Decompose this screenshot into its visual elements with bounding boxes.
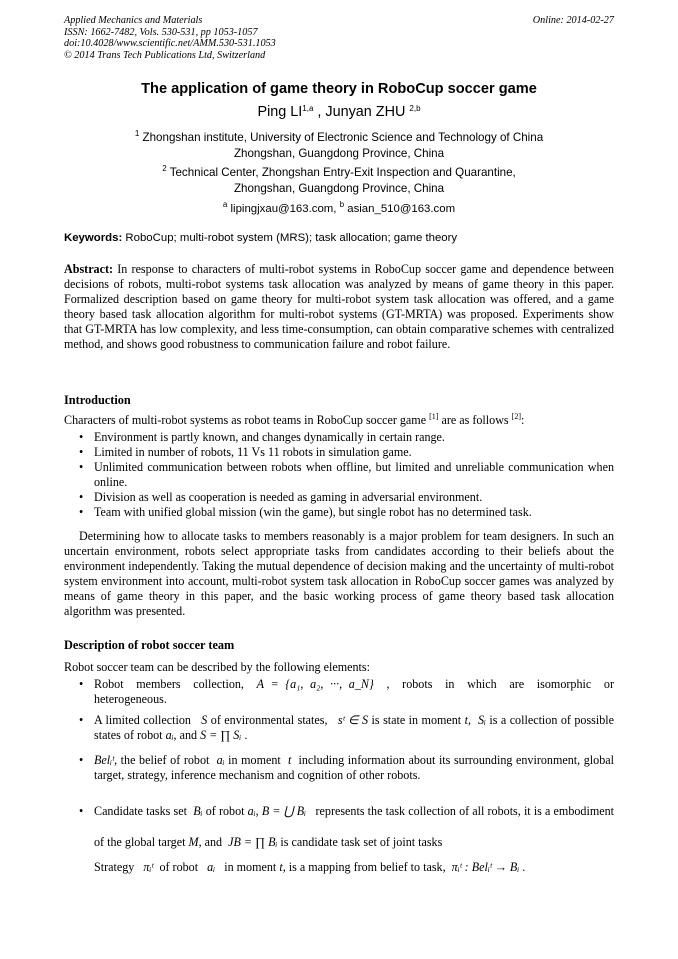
bullet-text: Team with unified global mission (win the game), but single robot has no determined task. (94, 505, 532, 520)
b5-text-b: of robot (159, 859, 199, 874)
intro-lead-a: Characters of multi-robot systems as robot teams in RoboCup soccer game (64, 413, 427, 427)
affiliation-2-sup: 2 (162, 164, 167, 173)
b4-formula2: JB = ∏ Bᵢ (228, 834, 278, 849)
b3-t: t (287, 753, 292, 768)
author-line (40, 104, 638, 120)
b5-formula: πᵢᵗ : Belᵢᵗ → Bᵢ (451, 859, 520, 874)
list-item (64, 490, 614, 505)
bullet-icon: • (79, 490, 84, 505)
b3-text-a: , the belief of robot (114, 753, 210, 768)
b1-formula: A = {a₁, a₂, ···, a_N} (256, 677, 374, 691)
b2-formula2: S = ∏ Sᵢ (200, 728, 242, 743)
b4-formula1: , B = ⋃ Bᵢ (255, 803, 307, 818)
citation-2[interactable]: [2] (511, 412, 521, 421)
journal-header (64, 15, 276, 61)
list-item (64, 505, 614, 520)
b5-text-a: Strategy (94, 859, 135, 874)
b3-bel: Belᵢᵗ (94, 753, 115, 768)
keywords (64, 232, 614, 244)
list-item (64, 677, 614, 707)
doi-line: doi:10.4028/www.scientific.net/AMM.530-531.1053 (64, 38, 276, 49)
b5-pi: πᵢᵗ (143, 859, 154, 874)
b5-text-d: , is a mapping from belief to task, (282, 859, 446, 874)
abstract-label: Abstract: (64, 262, 114, 276)
introduction-heading: Introduction (64, 393, 131, 407)
bullet-text: Division as well as cooperation is needed as gaming in adversarial environment. (94, 490, 483, 505)
bullet-text: Limited in number of robots, 11 Vs 11 robots in simulation game. (94, 445, 412, 460)
author-2: Junyan ZHU (325, 104, 406, 120)
journal-name: Applied Mechanics and Materials (64, 15, 203, 26)
b2-text-f: , and (173, 728, 198, 743)
b2-text-e: is a collection of possible states of robot (94, 713, 614, 743)
b4-text-e: is candidate task set of joint tasks (280, 834, 443, 849)
affiliation-1-sup: 1 (134, 129, 140, 138)
paper-title: The application of game theory in RoboCup soccer game (141, 81, 537, 97)
copyright-line: © 2014 Trans Tech Publications Ltd, Switzerland (64, 49, 266, 61)
online-date: Online: 2014-02-27 (532, 15, 614, 26)
b4-text-a: Candidate tasks set (94, 803, 187, 818)
b2-text-c: is state in moment (371, 713, 462, 728)
bullet-icon: • (79, 677, 84, 691)
b2-text-a: A limited collection (94, 713, 191, 728)
b1-text-a: Robot members collection, (94, 677, 244, 691)
bullet-icon: • (79, 713, 84, 728)
intro-lead-c: : (521, 413, 525, 427)
affiliation-2-line2: Zhongshan, Guangdong Province, China (233, 182, 445, 196)
b4-Bi: Bᵢ (193, 803, 203, 818)
affiliation-2 (60, 165, 618, 196)
bullet-icon: • (79, 753, 84, 768)
bullet-icon: • (79, 445, 84, 460)
b3-text-b: in moment (228, 753, 281, 768)
b1-text-b: , robots in which are isomorphic or heterogeneous. (94, 677, 614, 707)
b2-text-d: , (468, 713, 472, 728)
list-item (64, 430, 614, 445)
keywords-label: Keywords: (64, 232, 123, 244)
b5-text-c: in moment (224, 859, 277, 874)
b4-text-b: of robot (205, 803, 245, 818)
b3-ai: aᵢ (216, 753, 225, 768)
affiliation-1-line1: Zhongshan institute, University of Electronic Science and Technology of China (142, 131, 544, 144)
email-a-sup: a (222, 200, 228, 209)
keywords-text: RoboCup; multi-robot system (MRS); task allocation; game theory (125, 232, 458, 244)
b4-text-d: , and (198, 834, 223, 849)
list-item (64, 460, 614, 490)
bullet-text: Unlimited communication between robots when offline, but limited and unreliable communication when online. (94, 460, 614, 490)
b4-text-c: represents the task collection of all robots, it is a embodiment of the global target (94, 803, 615, 849)
list-item (64, 713, 614, 743)
b2-formula1: sᵗ ∈ S (337, 713, 369, 728)
author-1: Ping LI (257, 104, 303, 120)
bullet-icon: • (79, 803, 84, 818)
list-item (64, 445, 614, 460)
affiliation-2-line1: Technical Center, Zhongshan Entry-Exit Inspection and Quarantine, (169, 166, 516, 179)
intro-lead-b: are as follows (441, 413, 509, 427)
bullet-text: Environment is partly known, and changes dynamically in certain range. (94, 430, 445, 444)
description-heading: Description of robot soccer team (64, 638, 235, 652)
citation-1[interactable]: [1] (429, 412, 439, 421)
b2-S: S (201, 713, 208, 728)
introduction-paragraph: Determining how to allocate tasks to members reasonably is a major problem for team designers. In such an uncertain environment, robots select appropriate tasks from candidates according to their beliefs about the environment independently. Taking the mutual dependence of decision making and the uncertainty of multi-robot system environment into account, multi-robot system task allocation in RoboCup soccer games was analyzed by means of game theory in this paper, and the basic working process of game theory based task allocation algorithm was presented. (64, 529, 614, 619)
b5-t: t (279, 859, 283, 874)
email-b-sup: b (339, 200, 345, 209)
bullet-icon: • (79, 430, 84, 444)
author-1-sup: 1,a (302, 104, 314, 113)
list-item-continuation (64, 860, 614, 875)
intro-bullet-list (64, 430, 614, 521)
introduction-lead (64, 413, 614, 429)
b4-M: M (188, 834, 199, 849)
b5-text-e: . (522, 859, 526, 874)
b2-text-g: . (244, 728, 248, 743)
description-bullet-list (64, 677, 614, 875)
b2-Si: Sᵢ (477, 713, 486, 728)
issn-line: ISSN: 1662-7482, Vols. 530-531, pp 1053-1057 (64, 26, 258, 38)
email-a[interactable]: lipingjxau@163.com, (230, 203, 337, 215)
abstract (64, 262, 614, 353)
abstract-text: In response to characters of multi-robot systems in RoboCup soccer game and dependence between decisions of robots, multi-robot systems task allocation was analyzed by means of game theory in this paper. Formalized description based on game theory for multi-robot system task allocation was offered, and a game theory based task allocation algorithm for multi-robot systems (GT-MRTA) was proposed. Experiments show that GT-MRTA has low complexity, and less time-consumption, can obtain comparative schemes with centralized method, and shows good robustness to communication failure and robot failure. (64, 262, 614, 352)
email-b[interactable]: asian_510@163.com (347, 203, 456, 215)
bullet-icon: • (79, 505, 84, 520)
list-item (64, 753, 614, 783)
b2-text-b: of environmental states, (210, 713, 328, 728)
b2-ai: aᵢ (165, 728, 174, 743)
b3-text-c: including information about its surrounding environment, global target, strategy, inference mechanism and cognition of other robots. (94, 753, 614, 783)
affiliation-1 (60, 130, 618, 161)
author-emails (40, 200, 638, 215)
b4-ai: aᵢ (247, 803, 256, 818)
b2-t: t (464, 713, 468, 728)
list-item (64, 796, 614, 858)
author-separator: , (313, 104, 326, 120)
description-lead: Robot soccer team can be described by the following elements: (64, 660, 370, 674)
author-2-sup: 2,b (409, 104, 421, 113)
b5-ai: aᵢ (207, 859, 216, 874)
bullet-icon: • (79, 460, 84, 475)
affiliation-1-line2: Zhongshan, Guangdong Province, China (233, 147, 445, 161)
